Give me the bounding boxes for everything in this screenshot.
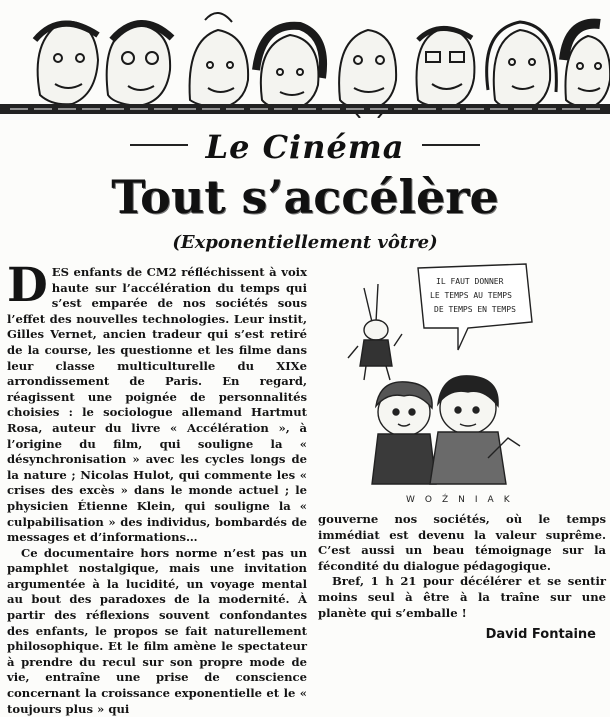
paragraph-4: Bref, 1 h 21 pour décélérer et se sentir moins seul à être à la traîne sur une planète qui s’emballe !	[318, 574, 606, 620]
article-column-left	[7, 258, 307, 717]
drop-cap: D	[7, 258, 48, 313]
author-signature: David Fontaine	[485, 627, 596, 642]
bubble-line-3: DE TEMPS EN TEMPS	[434, 305, 516, 314]
section-rubric: Le Cinéma	[205, 128, 405, 166]
rubric-rule-left	[130, 144, 188, 146]
rubric-rule-right	[422, 144, 480, 146]
article-title: Tout s’accélère	[111, 170, 499, 224]
caricature-heads-illustration	[0, 0, 610, 118]
article-subtitle: (Exponentiellement vôtre)	[172, 232, 438, 253]
article-column-right	[318, 512, 606, 621]
paragraph-1-text: ES enfants de CM2 réfléchissent à voix haute sur l’accélération du temps qui s’est emparée de nos sociétés sous l’effet des nouvelles technologies. Leur instit, Gilles Vernet, ancien tradeur qui s’est retiré de la course, les questionne et les filme dans leur classe multiculturelle du XIXe arrondissement de Paris. En regard, réagissent une poignée de personnalités choisies : le sociologue allemand Hartmut Rosa, auteur du livre « Accélération », à l’origine du film, qui souligne la « désynchronisation » avec les cycles longs de la nature ; Nicolas Hulot, qui commente les « crises des excès » dans le monde actuel ; le physicien Étienne Klein, qui souligne la « culpabilisation » des individus, bombardés de messages et d’informations…	[7, 265, 307, 545]
children-figures	[372, 376, 520, 484]
artist-signature: WOŹNIAK	[406, 495, 520, 505]
small-figure	[348, 284, 402, 380]
caricature-banner	[0, 0, 610, 118]
paragraph-3: gouverne nos sociétés, où le temps immédiat est devenu la valeur suprême. C’est aussi un beau témoignage sur la fécondité du dialogue pédagogique.	[318, 512, 606, 573]
bubble-line-1: IL FAUT DONNER	[436, 277, 504, 286]
cartoon-illustration	[318, 262, 606, 508]
paragraph-1	[7, 258, 307, 546]
bubble-line-2: LE TEMPS AU TEMPS	[430, 291, 512, 300]
paragraph-2: Ce documentaire hors norme n’est pas un pamphlet nostalgique, mais une invitation argumentée à la lucidité, un voyage mental au bout des paradoxes de la modernité. À partir des réflexions souvent confondantes des enfants, le propos se fait naturellement philosophique. Et le film amène le spectateur à prendre du recul sur son propre mode de vie, entraîne une prise de conscience concernant la croissance exponentielle et le « toujours plus » qui	[7, 545, 307, 716]
cartoon-drawing	[318, 262, 606, 508]
